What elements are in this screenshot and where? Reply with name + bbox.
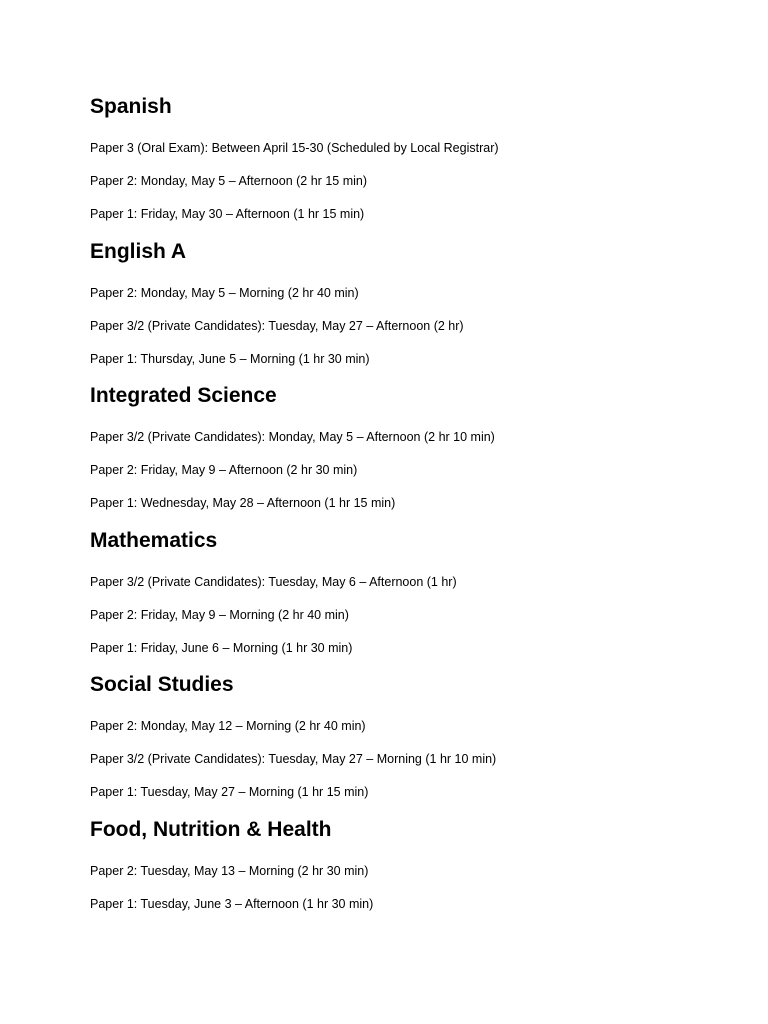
section-integrated-science xyxy=(90,383,730,528)
section-heading: Social Studies xyxy=(90,673,234,697)
section-social-studies xyxy=(90,672,730,817)
paper-entry: Paper 2: Friday, May 9 – Afternoon (2 hr 30 min) xyxy=(90,463,358,478)
paper-entry: Paper 1: Tuesday, June 3 – Afternoon (1 hr 30 min) xyxy=(90,896,374,911)
section-heading: Food, Nutrition & Health xyxy=(90,817,332,841)
paper-entry: Paper 2: Monday, May 5 – Morning (2 hr 40 min) xyxy=(90,285,359,300)
paper-entry: Paper 3/2 (Private Candidates): Tuesday, May 27 – Afternoon (2 hr) xyxy=(90,318,464,333)
paper-list xyxy=(90,574,730,656)
paper-entry: Paper 1: Friday, June 6 – Morning (1 hr 30 min) xyxy=(90,640,353,655)
section-mathematics xyxy=(90,528,730,673)
paper-list xyxy=(90,863,730,912)
document-page xyxy=(90,94,730,962)
paper-entry: Paper 2: Tuesday, May 13 – Morning (2 hr 30 min) xyxy=(90,863,369,878)
section-food-nutrition-health xyxy=(90,817,730,962)
paper-entry: Paper 3 (Oral Exam): Between April 15-30 (Scheduled by Local Registrar) xyxy=(90,141,499,155)
paper-list xyxy=(90,285,730,367)
paper-entry: Paper 2: Monday, May 12 – Morning (2 hr 40 min) xyxy=(90,719,366,734)
section-heading: Spanish xyxy=(90,95,172,118)
paper-entry: Paper 1: Thursday, June 5 – Morning (1 hr 30 min) xyxy=(90,351,370,366)
paper-entry: Paper 2: Monday, May 5 – Afternoon (2 hr 15 min) xyxy=(90,174,367,188)
section-spanish xyxy=(90,94,730,239)
paper-entry: Paper 2: Friday, May 9 – Morning (2 hr 40 min) xyxy=(90,607,349,622)
paper-entry: Paper 1: Wednesday, May 28 – Afternoon (1 hr 15 min) xyxy=(90,496,396,511)
paper-list xyxy=(90,718,730,800)
section-heading: Mathematics xyxy=(90,528,218,552)
paper-list xyxy=(90,140,730,222)
paper-entry: Paper 3/2 (Private Candidates): Tuesday, May 27 – Morning (1 hr 10 min) xyxy=(90,752,497,767)
section-english-a xyxy=(90,239,730,384)
paper-list xyxy=(90,429,730,511)
paper-entry: Paper 1: Friday, May 30 – Afternoon (1 hr 15 min) xyxy=(90,207,365,221)
paper-entry: Paper 1: Tuesday, May 27 – Morning (1 hr 15 min) xyxy=(90,785,369,800)
section-heading: Integrated Science xyxy=(90,384,277,408)
paper-entry: Paper 3/2 (Private Candidates): Tuesday, May 6 – Afternoon (1 hr) xyxy=(90,574,457,589)
paper-entry: Paper 3/2 (Private Candidates): Monday, May 5 – Afternoon (2 hr 10 min) xyxy=(90,430,495,445)
section-heading: English A xyxy=(90,239,187,263)
